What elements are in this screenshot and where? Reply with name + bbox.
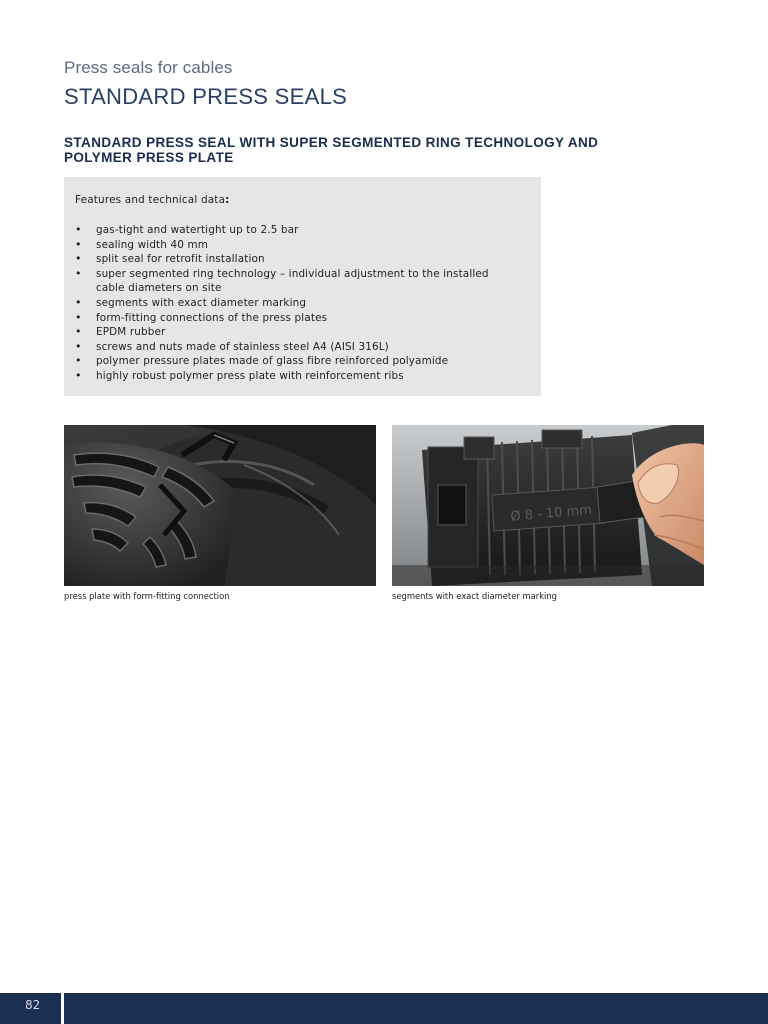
feature-item — [75, 223, 491, 238]
press-plate-illustration — [64, 425, 376, 586]
feature-text: segments with exact diameter marking — [96, 296, 307, 309]
diameter-marking-text: Ø 8 - 10 mm — [509, 502, 593, 525]
feature-item — [75, 340, 491, 355]
feature-item — [75, 267, 491, 296]
features-heading-text: Features and technical data — [75, 194, 226, 206]
press-plate-photo — [64, 425, 376, 586]
bullet-icon: • — [75, 252, 82, 266]
feature-text: super segmented ring technology – individual adjustment to the installed cable diameters on site — [96, 267, 489, 295]
feature-item — [75, 369, 491, 384]
section-kicker: Press seals for cables — [64, 58, 233, 77]
bullet-icon: • — [75, 325, 82, 339]
bullet-icon: • — [75, 266, 82, 280]
feature-text: split seal for retrofit installation — [96, 253, 265, 266]
feature-list — [75, 223, 541, 384]
feature-item — [75, 252, 491, 267]
feature-item — [75, 354, 491, 369]
features-heading-colon: : — [225, 194, 230, 206]
left-photo-caption: press plate with form-fitting connection — [64, 591, 230, 601]
page-title: STANDARD PRESS SEALS — [64, 84, 348, 109]
bullet-icon: • — [75, 339, 82, 353]
feature-text: highly robust polymer press plate with reinforcement ribs — [96, 369, 404, 382]
feature-text: polymer pressure plates made of glass fibre reinforced polyamide — [96, 355, 449, 368]
feature-text: EPDM rubber — [96, 326, 166, 339]
diameter-marking-illustration — [392, 425, 704, 586]
right-photo-caption: segments with exact diameter marking — [392, 591, 557, 601]
diameter-marking-photo — [392, 425, 704, 586]
page-number: 82 — [25, 998, 41, 1012]
bullet-icon: • — [75, 295, 82, 309]
features-heading — [75, 194, 541, 206]
feature-text: screws and nuts made of stainless steel A4 (AISI 316L) — [96, 340, 389, 353]
feature-text: sealing width 40 mm — [96, 238, 208, 251]
feature-item — [75, 311, 491, 326]
feature-text: gas-tight and watertight up to 2.5 bar — [96, 224, 299, 236]
feature-item — [75, 325, 491, 340]
footer-divider — [61, 993, 64, 1024]
feature-text: form-fitting connections of the press plates — [96, 311, 328, 324]
footer-bar — [0, 993, 768, 1024]
bullet-icon: • — [75, 310, 82, 324]
bullet-icon: • — [75, 354, 82, 368]
bullet-icon: • — [75, 237, 82, 251]
bullet-icon: • — [75, 223, 82, 236]
section-heading: STANDARD PRESS SEAL WITH SUPER SEGMENTED RING TECHNOLOGY AND POLYMER PRESS PLATE — [64, 135, 599, 165]
feature-item — [75, 296, 491, 311]
feature-item — [75, 238, 491, 253]
bullet-icon: • — [75, 368, 82, 382]
features-box — [64, 177, 541, 396]
